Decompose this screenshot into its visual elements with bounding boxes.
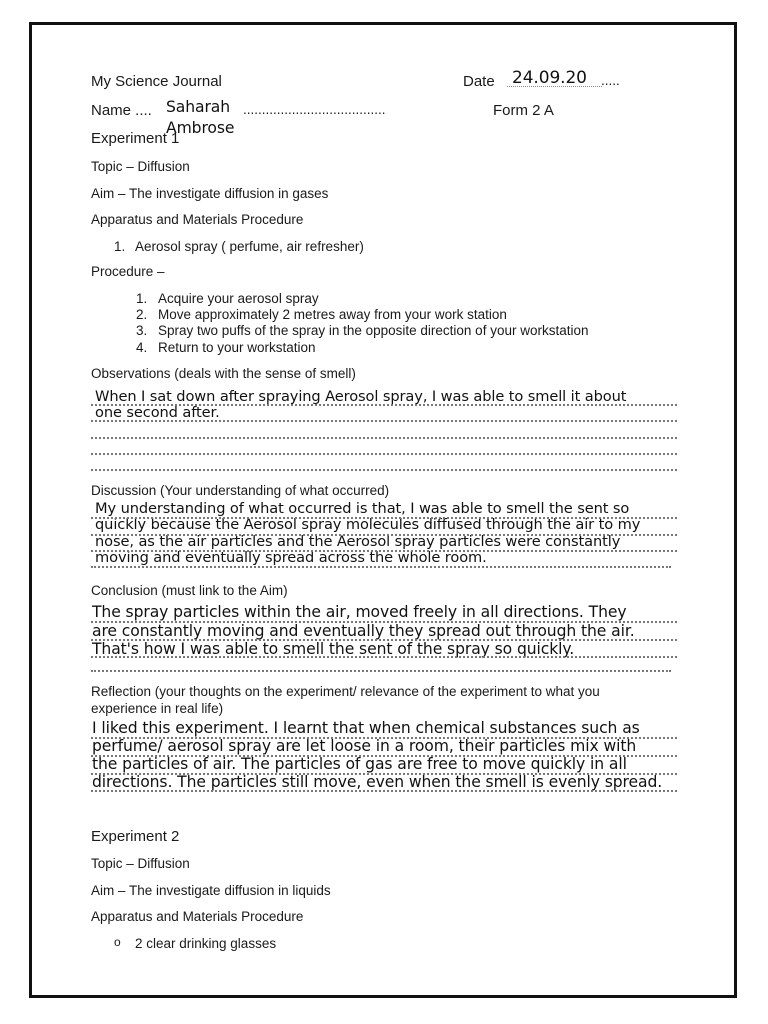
- procedure-step: Return to your workstation: [158, 340, 316, 355]
- ruled-line: [91, 404, 677, 406]
- ruled-line: [91, 534, 677, 536]
- conclusion-line: That's how I was able to smell the sent of the spray so quickly.: [92, 640, 575, 658]
- ruled-line: [91, 639, 677, 641]
- ruled-line: [91, 755, 677, 757]
- date-underline: [507, 86, 602, 87]
- observations-heading: Observations (deals with the sense of smell): [91, 366, 356, 381]
- ruled-line: [91, 790, 677, 792]
- ruled-line: [91, 453, 677, 455]
- procedure-number: 3.: [136, 323, 148, 338]
- ruled-line: [91, 469, 677, 471]
- ruled-line: [91, 773, 677, 775]
- experiment1-apparatus-item: Aerosol spray ( perfume, air refresher): [135, 239, 364, 254]
- date-value: 24.09.20: [512, 68, 587, 88]
- experiment1-procedure-heading: Procedure –: [91, 264, 165, 279]
- reflection-line: I liked this experiment. I learnt that when chemical substances such as: [92, 719, 640, 737]
- name-trailing-dots: ......................................: [243, 102, 386, 117]
- experiment2-topic: Topic – Diffusion: [91, 856, 190, 871]
- bullet-circle-icon: o: [114, 935, 121, 949]
- name-value-line1: Saharah: [166, 98, 231, 116]
- discussion-line: quickly because the Aerosol spray molecules diffused through the air to my: [95, 516, 641, 533]
- discussion-heading: Discussion (Your understanding of what occurred): [91, 483, 390, 498]
- procedure-number: 4.: [136, 340, 148, 355]
- name-value-line2: Ambrose: [166, 119, 235, 137]
- discussion-line: nose, as the air particles and the Aerosol spray particles were constantly: [95, 533, 621, 550]
- name-label: Name ....: [91, 102, 152, 119]
- ruled-line: [91, 437, 677, 439]
- experiment1-apparatus-heading: Apparatus and Materials Procedure: [91, 212, 304, 227]
- form-label: Form 2 A: [493, 102, 554, 119]
- reflection-line: the particles of air. The particles of gas are free to move quickly in all: [92, 755, 627, 773]
- procedure-step: Acquire your aerosol spray: [158, 291, 319, 306]
- ruled-line: [91, 737, 677, 739]
- observations-line: one second after.: [95, 404, 220, 421]
- experiment2-apparatus-item: 2 clear drinking glasses: [135, 936, 277, 951]
- procedure-number: 2.: [136, 307, 148, 322]
- discussion-line: My understanding of what occurred is that, I was able to smell the sent so: [95, 500, 630, 517]
- reflection-line: directions. The particles still move, even when the smell is evenly spread.: [92, 773, 663, 791]
- experiment1-heading: Experiment 1: [91, 130, 180, 147]
- discussion-line: moving and eventually spread across the whole room.: [95, 549, 487, 566]
- ruled-line: [91, 656, 677, 658]
- experiment1-topic: Topic – Diffusion: [91, 159, 190, 174]
- journal-title: My Science Journal: [91, 73, 222, 90]
- conclusion-line: are constantly moving and eventually they spread out through the air.: [92, 622, 635, 640]
- date-label: Date: [463, 73, 495, 90]
- ruled-line: [91, 670, 671, 672]
- experiment2-aim: Aim – The investigate diffusion in liquids: [91, 883, 331, 898]
- experiment2-heading: Experiment 2: [91, 828, 180, 845]
- reflection-heading-line1: Reflection (your thoughts on the experiment/ relevance of the experiment to what you: [91, 684, 600, 699]
- reflection-line: perfume/ aerosol spray are let loose in a room, their particles mix with: [92, 737, 637, 755]
- ruled-line: [91, 566, 671, 568]
- reflection-heading-line2: experience in real life): [91, 701, 224, 716]
- procedure-step: Move approximately 2 metres away from your work station: [158, 307, 507, 322]
- date-trailing-dots: .....: [601, 73, 620, 88]
- procedure-number: 1.: [136, 291, 148, 306]
- ruled-line: [91, 550, 677, 552]
- conclusion-heading: Conclusion (must link to the Aim): [91, 583, 288, 598]
- experiment2-apparatus-heading: Apparatus and Materials Procedure: [91, 909, 304, 924]
- ruled-line: [91, 420, 677, 422]
- ruled-line: [91, 517, 677, 519]
- experiment1-aim: Aim – The investigate diffusion in gases: [91, 186, 329, 201]
- procedure-step: Spray two puffs of the spray in the opposite direction of your workstation: [158, 323, 589, 338]
- ruled-line: [91, 621, 677, 623]
- apparatus-number: 1.: [114, 239, 126, 254]
- conclusion-line: The spray particles within the air, moved freely in all directions. They: [92, 603, 627, 621]
- observations-line: When I sat down after spraying Aerosol spray, I was able to smell it about: [95, 388, 627, 405]
